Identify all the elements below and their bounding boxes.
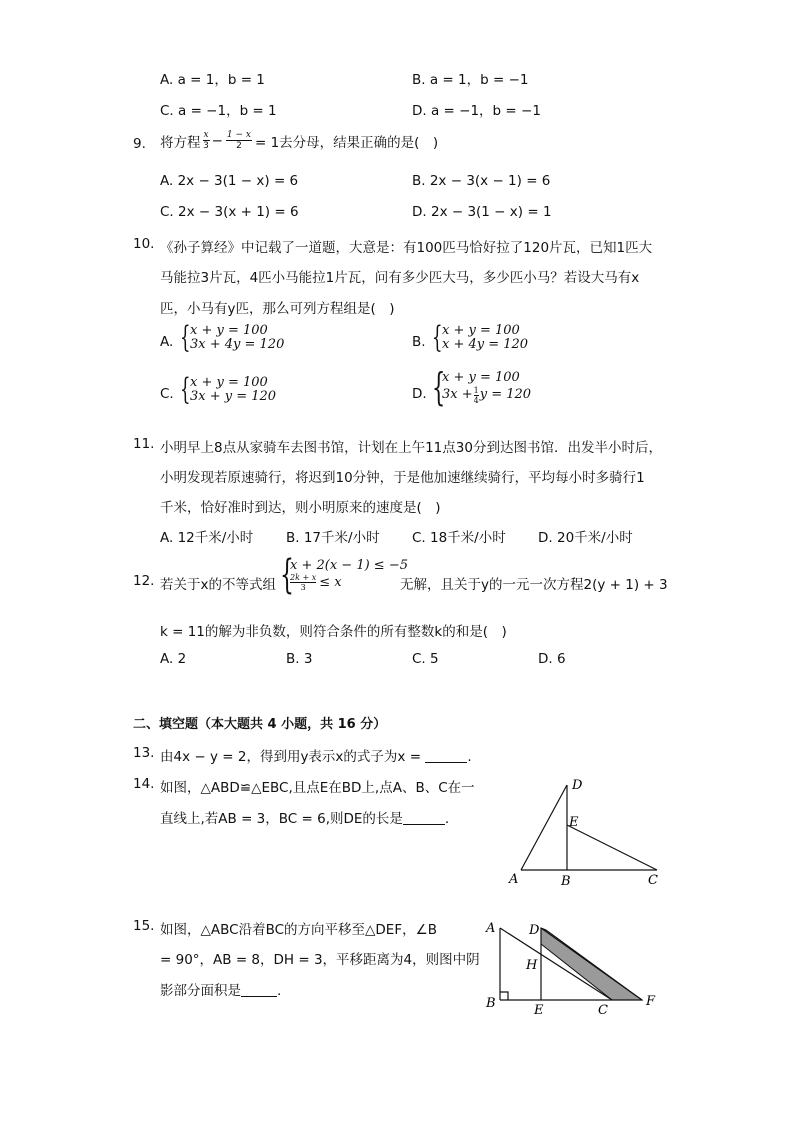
q8-option-d: D. a = −1，b = −1 (412, 103, 541, 119)
q9-frac1-num: x (203, 130, 209, 140)
q10-option-c-label: C. (160, 386, 174, 402)
q10-c-eq1: x + y = 100 (190, 375, 268, 390)
q10-option-b-label: B. (412, 334, 426, 350)
answer-blank[interactable] (241, 984, 277, 997)
q12-ineq-1: x + 2(x − 1) ≤ −5 (290, 558, 408, 573)
q12-number: 12. (133, 573, 155, 589)
q9-option-c: C. 2x − 3(x + 1) = 6 (160, 204, 299, 220)
q14-number: 14. (133, 776, 155, 792)
q15-number: 15. (133, 918, 155, 934)
right-angle-icon (500, 992, 508, 1000)
q9-frac1-den: 3 (203, 141, 209, 151)
brace-icon: { (432, 365, 446, 409)
q15-label-e: E (534, 1003, 544, 1018)
q9-fraction-2 (226, 130, 252, 151)
q11-option-a: A. 12千米/小时 (160, 530, 254, 546)
q12-ineq-2-rest: ≤ x (319, 575, 342, 590)
q15-line-3-post: . (277, 983, 282, 999)
q10-d-eq2-part2: y = 120 (479, 387, 532, 402)
q11-option-c: C. 18千米/小时 (412, 530, 506, 546)
q10-d-frac-den: 4 (473, 395, 479, 405)
q9-fraction-1 (203, 130, 210, 151)
q12-option-a: A. 2 (160, 651, 187, 667)
q12-option-b: B. 3 (286, 651, 313, 667)
q10-option-a-label: A. (160, 334, 174, 350)
q10-option-d-label: D. (412, 386, 427, 402)
q15-label-b: B (486, 996, 496, 1011)
q9-stem-post: = 1去分母，结果正确的是( ) (254, 134, 439, 151)
q14-line-1: 如图，△ABD≌△EBC,且点E在BD上,点A、B、C在一 (160, 780, 475, 796)
brace-icon: { (432, 320, 443, 355)
q15-label-f: F (646, 994, 656, 1009)
q14-line-2-post: . (444, 811, 450, 827)
q10-line-1: 《孙子算经》中记载了一道题，大意是：有100匹马恰好拉了120片瓦，已知1匹大 (160, 240, 653, 256)
q10-line-2: 马能拉3片瓦，4匹小马能拉1片瓦，问有多少匹大马，多少匹小马？若设大马有x (160, 270, 640, 286)
q14-label-a: A (509, 872, 519, 887)
q9-option-d: D. 2x − 3(1 − x) = 1 (412, 204, 552, 220)
brace-icon: { (180, 372, 191, 407)
q14-label-b: B (561, 874, 571, 889)
q14-label-d: D (572, 778, 583, 793)
brace-icon: { (180, 320, 191, 355)
q10-a-eq2: 3x + 4y = 120 (190, 337, 285, 352)
q13-stem (160, 745, 472, 765)
q11-number: 11. (133, 436, 155, 452)
q8-option-a: A. a = 1，b = 1 (160, 72, 265, 88)
q15-line-3 (160, 979, 281, 999)
q10-b-eq1: x + y = 100 (442, 323, 520, 338)
q10-d-eq1: x + y = 100 (442, 369, 520, 385)
answer-blank[interactable] (403, 812, 445, 825)
q12-option-c: C. 5 (412, 651, 439, 667)
q14-line-ec (567, 825, 657, 870)
answer-blank[interactable] (425, 750, 467, 763)
q10-option-d-system (432, 365, 532, 409)
q9-minus: − (211, 132, 223, 149)
q15-line-1: 如图，△ABC沿着BC的方向平移至△DEF，∠B (160, 922, 437, 938)
q12-frac-den: 3 (300, 583, 306, 592)
q9-option-a: A. 2x − 3(1 − x) = 6 (160, 173, 299, 189)
q10-option-c-system (180, 372, 277, 407)
q11-option-d: D. 20千米/小时 (538, 530, 633, 546)
q15-line-3-pre: 影部分面积是 (160, 983, 241, 999)
q14-label-c: C (648, 873, 658, 888)
q14-line-2 (160, 807, 449, 827)
q15-line-2: = 90°，AB = 8，DH = 3，平移距离为4，则图中阴 (160, 952, 480, 968)
q12-post: 无解，且关于y的一元一次方程2(y + 1) + 3 (400, 577, 668, 593)
q14-figure (505, 775, 670, 890)
section-title: 二、填空题（本大题共 4 小题，共 16 分） (133, 717, 387, 732)
q13-number: 13. (133, 745, 155, 761)
q10-option-b-system (432, 320, 529, 355)
q14-line-2-pre: 直线上,若AB = 3，BC = 6,则DE的长是 (160, 811, 403, 827)
q10-d-frac-num: 1 (473, 385, 479, 395)
q8-option-b: B. a = 1，b = −1 (412, 72, 529, 88)
q10-a-eq1: x + y = 100 (190, 323, 268, 338)
q11-option-b: B. 17千米/小时 (286, 530, 380, 546)
q12-pre: 若关于x的不等式组 (160, 577, 276, 593)
q11-line-2: 小明发现若原速骑行，将迟到10分钟，于是他加速继续骑行，平均每小时多骑行1 (160, 470, 645, 486)
q14-line-ad (521, 785, 567, 870)
q13-stem-post: . (467, 749, 472, 765)
q11-line-1: 小明早上8点从家骑车去图书馆，计划在上午11点30分到达图书馆．出发半小时后， (160, 440, 662, 456)
q10-line-3: 匹，小马有y匹，那么可列方程组是( ) (160, 301, 395, 317)
q15-label-d: D (529, 923, 540, 938)
q9-option-b: B. 2x − 3(x − 1) = 6 (412, 173, 551, 189)
q9-number: 9. (133, 136, 146, 152)
q9-stem-pre: 将方程 (160, 134, 201, 151)
q9-frac2-num: 1 − x (226, 130, 251, 140)
q12-line-2: k = 11的解为非负数，则符合条件的所有整数k的和是( ) (160, 624, 507, 640)
q10-b-eq2: x + 4y = 120 (442, 337, 529, 352)
q12-inequality-system (280, 552, 408, 598)
q9-frac2-den: 2 (236, 141, 242, 151)
q14-label-e: E (569, 815, 579, 830)
q10-c-eq2: 3x + y = 120 (190, 389, 277, 404)
q15-label-a: A (486, 921, 496, 936)
q10-d-eq2-part1: 3x + (442, 387, 473, 402)
q12-option-d: D. 6 (538, 651, 566, 667)
q9-stem (160, 130, 438, 151)
q15-label-h: H (526, 958, 538, 973)
q15-figure (480, 915, 665, 1025)
q15-label-c: C (598, 1003, 608, 1018)
q10-number: 10. (133, 236, 155, 252)
q11-line-3: 千米，恰好准时到达，则小明原来的速度是( ) (160, 500, 441, 516)
q12-frac-num: 2k + x (290, 573, 317, 582)
q13-stem-pre: 由4x − y = 2，得到用y表示x的式子为x = (160, 749, 426, 765)
q10-option-a-system (180, 320, 285, 355)
q8-option-c: C. a = −1，b = 1 (160, 103, 277, 119)
brace-icon: { (280, 552, 294, 598)
